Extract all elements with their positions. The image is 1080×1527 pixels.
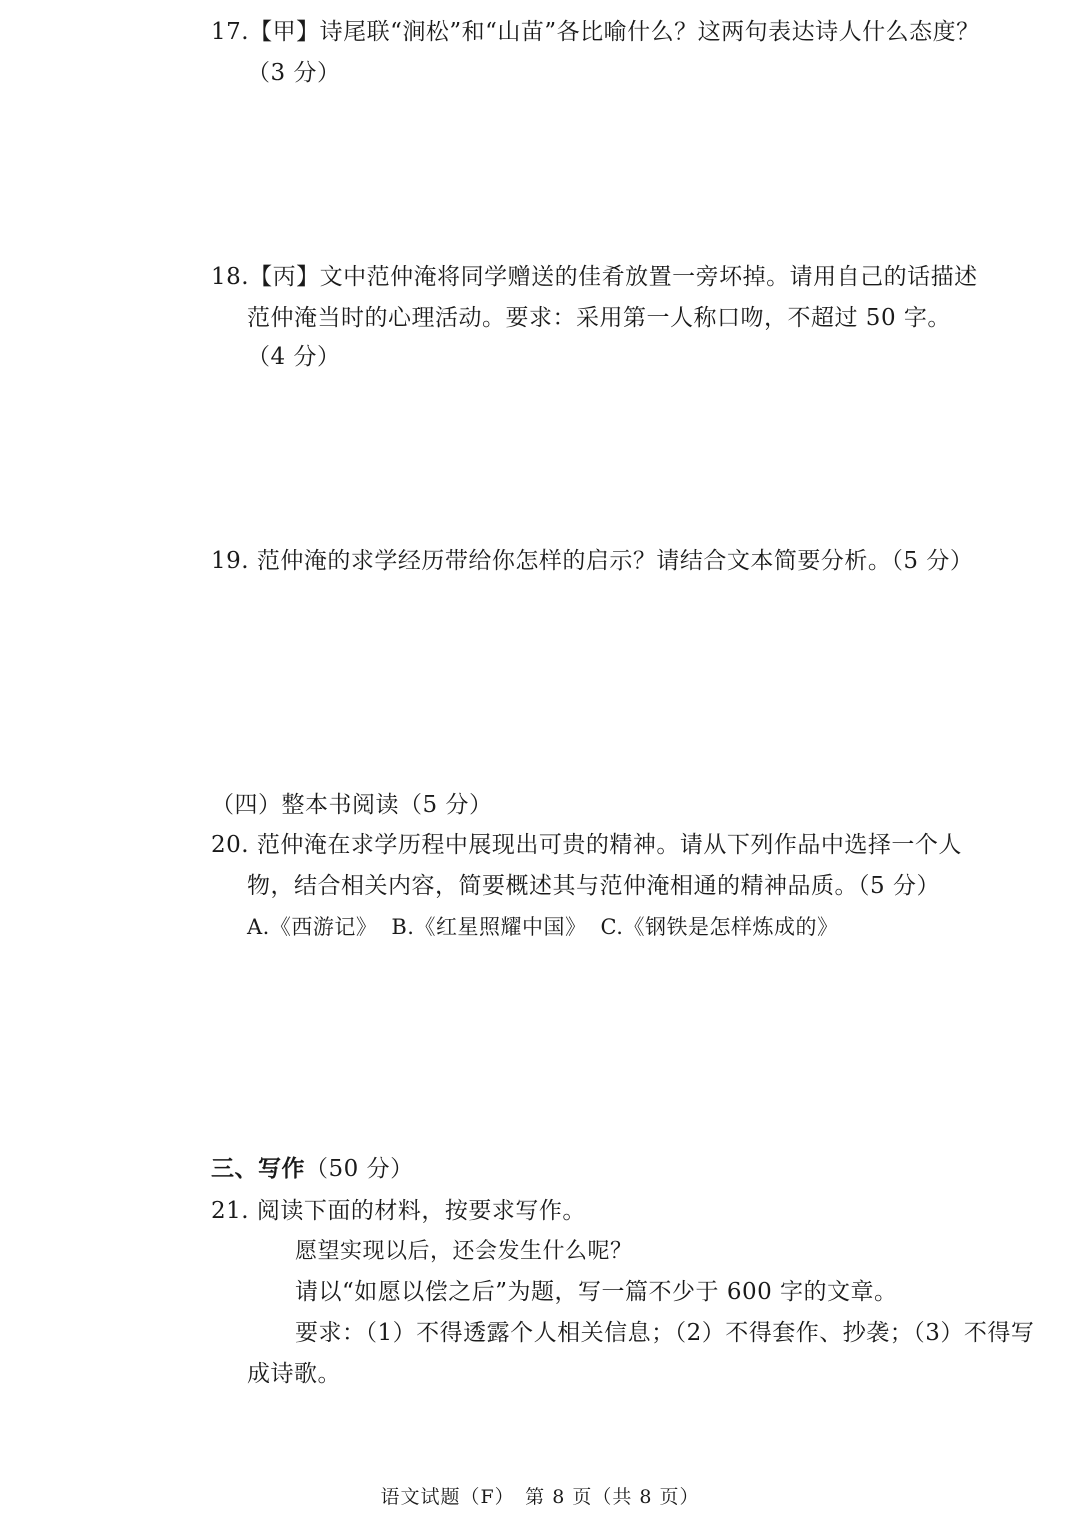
- q21-prompt: 请以“如愿以偿之后”为题，写一篇不少于 600 字的文章。: [295, 1279, 898, 1305]
- q20-option-b: B.《红星照耀中国》: [391, 915, 587, 939]
- q20-line1: 20. 范仲淹在求学历程中展现出可贵的精神。请从下列作品中选择一个人: [211, 832, 962, 858]
- q21-requirements-line2: 成诗歌。: [247, 1361, 341, 1387]
- q18-line1: 18.【丙】文中范仲淹将同学赠送的佳肴放置一旁坏掉。请用自己的话描述: [211, 264, 978, 290]
- q17-score: （3 分）: [247, 60, 341, 86]
- q20-options: [247, 912, 838, 942]
- q18-score: （4 分）: [247, 344, 341, 370]
- q19-line1: 19. 范仲淹的求学经历带给你怎样的启示？请结合文本简要分析。（5 分）: [211, 548, 974, 574]
- q20-option-c: C.《钢铁是怎样炼成的》: [600, 915, 839, 939]
- q21-line1: 21. 阅读下面的材料，按要求写作。: [211, 1198, 586, 1224]
- q21-material: 愿望实现以后，还会发生什么呢？: [295, 1239, 633, 1264]
- section4-title: （四）整本书阅读（5 分）: [211, 792, 493, 818]
- q17-line1: 17.【甲】诗尾联“涧松”和“山苗”各比喻什么？这两句表达诗人什么态度？: [211, 19, 980, 45]
- q18-line2: 范仲淹当时的心理活动。要求：采用第一人称口吻，不超过 50 字。: [247, 305, 951, 331]
- q20-line2: 物，结合相关内容，简要概述其与范仲淹相通的精神品质。（5 分）: [247, 873, 940, 899]
- section3-title: [211, 1154, 414, 1184]
- section3-title-score: （50 分）: [305, 1156, 414, 1182]
- q21-requirements-line1: 要求：（1）不得透露个人相关信息；（2）不得套作、抄袭；（3）不得写: [295, 1320, 1035, 1346]
- q20-option-a: A.《西游记》: [247, 915, 378, 939]
- section3-title-main: 三、写作: [211, 1155, 305, 1182]
- page-footer: 语文试题（F） 第 8 页（共 8 页）: [380, 1486, 700, 1508]
